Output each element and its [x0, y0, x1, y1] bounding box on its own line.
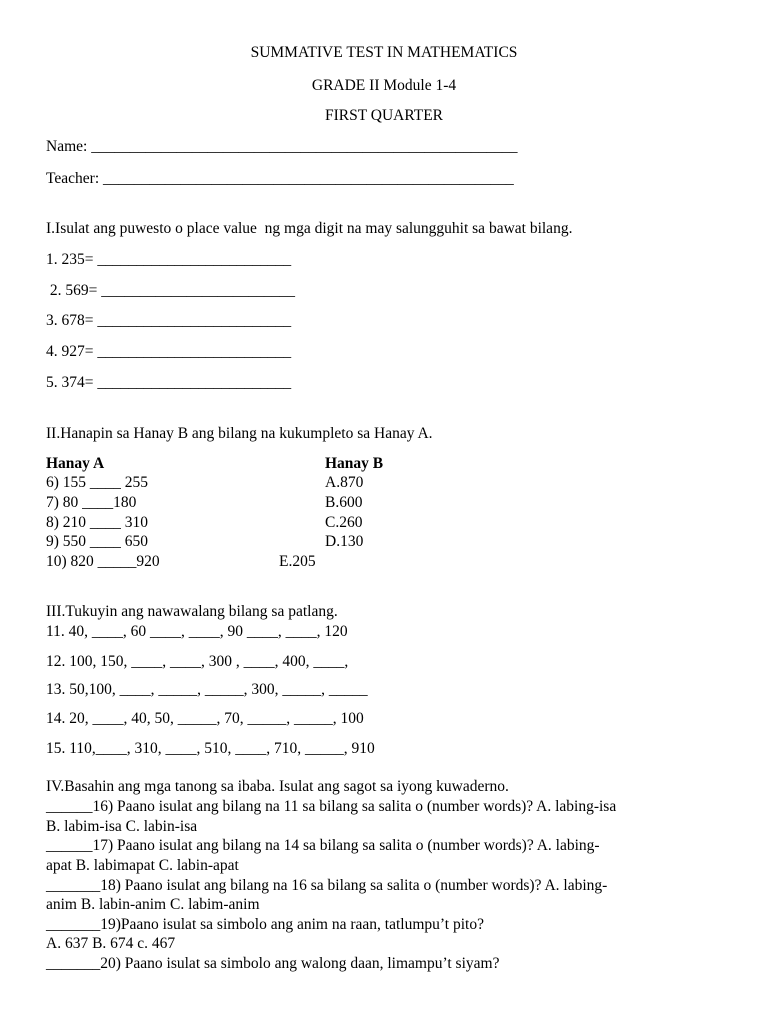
- part4-line: _______18) Paano isulat ang bilang na 16 sa bilang sa salita o (number words)? A. labing-: [46, 877, 608, 894]
- part4-line: apat B. labimapat C. labin-apat: [46, 857, 239, 874]
- hanay-b-item: B.600: [325, 494, 363, 511]
- hanay-a-item: 8) 210 ____ 310: [46, 514, 149, 531]
- quarter-label: FIRST QUARTER: [324, 107, 444, 124]
- part3-item: 15. 110,____, 310, ____, 510, ____, 710, _____, 910: [46, 740, 375, 757]
- part1-instruction: I.Isulat ang puwesto o place value ng mga digit na may salungguhit sa bawat bilang.: [46, 220, 573, 237]
- part3-instruction: III.Tukuyin ang nawawalang bilang sa patlang.: [46, 603, 338, 620]
- part4-line: ______17) Paano isulat ang bilang na 14 sa bilang sa salita o (number words)? A. labing-: [46, 837, 600, 854]
- hanay-a-header: Hanay A: [46, 455, 105, 472]
- part4-line: A. 637 B. 674 c. 467: [46, 935, 176, 952]
- teacher-field: Teacher: _____________________________________________________: [46, 170, 514, 187]
- part4-line: _______20) Paano isulat sa simbolo ang walong daan, limampu’t siyam?: [46, 955, 500, 972]
- part3-item: 13. 50,100, ____, _____, _____, 300, _____, _____: [46, 681, 368, 698]
- hanay-b-header: Hanay B: [325, 455, 384, 472]
- hanay-b-item: E.205: [279, 553, 316, 570]
- test-title: SUMMATIVE TEST IN MATHEMATICS: [250, 44, 518, 61]
- part1-item: 5. 374= _________________________: [46, 374, 292, 391]
- part3-item: 11. 40, ____, 60 ____, ____, 90 ____, ____, 120: [46, 623, 348, 640]
- part1-item: 2. 569= _________________________: [46, 282, 295, 299]
- part3-item: 14. 20, ____, 40, 50, _____, 70, _____, _____, 100: [46, 710, 364, 727]
- hanay-b-item: C.260: [325, 514, 363, 531]
- hanay-b-item: D.130: [325, 533, 364, 550]
- part2-instruction: II.Hanapin sa Hanay B ang bilang na kukumpleto sa Hanay A.: [46, 425, 433, 442]
- part3-item: 12. 100, 150, ____, ____, 300 , ____, 400, ____,: [46, 653, 349, 670]
- part1-item: 3. 678= _________________________: [46, 312, 292, 329]
- hanay-a-item: 7) 80 ____180: [46, 494, 137, 511]
- part4-line: _______19)Paano isulat sa simbolo ang anim na raan, tatlumpu’t pito?: [46, 916, 484, 933]
- grade-module: GRADE II Module 1-4: [311, 77, 457, 94]
- part1-item: 4. 927= _________________________: [46, 343, 292, 360]
- hanay-a-item: 9) 550 ____ 650: [46, 533, 149, 550]
- part4-line: anim B. labin-anim C. labim-anim: [46, 896, 260, 913]
- hanay-a-item: 6) 155 ____ 255: [46, 474, 149, 491]
- part4-instruction: IV.Basahin ang mga tanong sa ibaba. Isulat ang sagot sa iyong kuwaderno.: [46, 778, 509, 795]
- hanay-a-item: 10) 820 _____920: [46, 553, 160, 570]
- name-field: Name: _______________________________________________________: [46, 138, 518, 155]
- part4-line: B. labim-isa C. labin-isa: [46, 818, 198, 835]
- hanay-b-item: A.870: [325, 474, 364, 491]
- part1-item: 1. 235= _________________________: [46, 251, 292, 268]
- part4-line: ______16) Paano isulat ang bilang na 11 sa bilang sa salita o (number words)? A. labing-isa: [46, 798, 617, 815]
